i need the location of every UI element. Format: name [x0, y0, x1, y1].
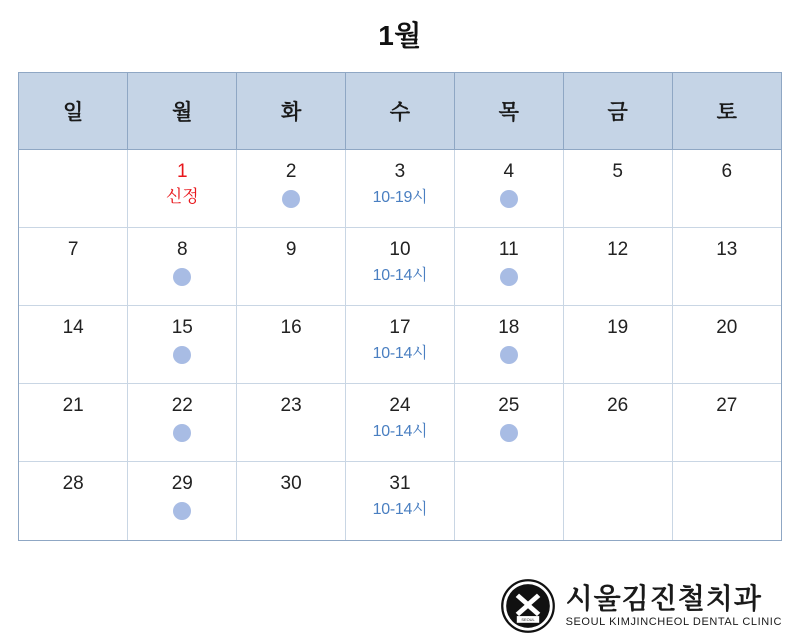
calendar-empty-cell — [672, 462, 781, 540]
day-number: 23 — [280, 395, 302, 416]
calendar-day-cell[interactable] — [563, 384, 672, 462]
day-number: 13 — [716, 239, 738, 260]
day-number: 27 — [716, 395, 738, 416]
calendar-day-cell[interactable] — [346, 228, 455, 306]
calendar-week-row — [19, 462, 781, 540]
calendar-day-cell[interactable] — [346, 150, 455, 228]
day-number: 3 — [394, 161, 406, 182]
day-number: 21 — [62, 395, 84, 416]
day-number: 20 — [716, 317, 738, 338]
calendar-week-row — [19, 228, 781, 306]
calendar-day-cell[interactable] — [563, 150, 672, 228]
day-number: 7 — [67, 239, 79, 260]
weekday-header-sat: 토 — [672, 73, 781, 150]
day-hours: 10-14시 — [372, 345, 428, 362]
calendar-day-cell[interactable] — [128, 306, 237, 384]
calendar-day-cell[interactable] — [672, 306, 781, 384]
calendar-day-cell[interactable] — [672, 228, 781, 306]
closed-dot-icon — [500, 424, 518, 442]
calendar-week-row — [19, 306, 781, 384]
day-number: 24 — [389, 395, 411, 416]
day-hours: 10-14시 — [372, 267, 428, 284]
day-hours: 10-19시 — [372, 189, 428, 206]
day-number: 8 — [176, 239, 188, 260]
calendar-empty-cell — [454, 462, 563, 540]
clinic-name-en: SEOUL KIMJINCHEOL DENTAL CLINIC — [565, 616, 782, 628]
calendar-day-cell[interactable] — [128, 150, 237, 228]
day-number: 5 — [612, 161, 623, 182]
day-number: 12 — [607, 239, 629, 260]
day-number: 25 — [498, 395, 520, 416]
closed-dot-icon — [282, 190, 300, 208]
day-number: 6 — [721, 161, 733, 182]
calendar-day-cell[interactable] — [346, 306, 455, 384]
calendar-day-cell[interactable] — [19, 228, 128, 306]
day-number: 10 — [389, 239, 411, 260]
weekday-header-mon: 월 — [128, 73, 237, 150]
clinic-logo — [500, 578, 782, 634]
calendar-header-row — [19, 73, 781, 150]
calendar-day-cell[interactable] — [563, 228, 672, 306]
day-number: 9 — [285, 239, 297, 260]
day-number: 19 — [607, 317, 629, 338]
page-title: 1월 — [378, 20, 422, 51]
closed-dot-icon — [500, 346, 518, 364]
closed-dot-icon — [173, 268, 191, 286]
closed-dot-icon — [173, 502, 191, 520]
closed-dot-icon — [500, 268, 518, 286]
calendar-day-cell[interactable] — [346, 384, 455, 462]
calendar-day-cell[interactable] — [454, 150, 563, 228]
day-number: 18 — [498, 317, 520, 338]
day-number: 28 — [62, 473, 84, 494]
calendar-day-cell[interactable] — [237, 462, 346, 540]
svg-text:SEOUL: SEOUL — [520, 617, 535, 623]
calendar-day-cell[interactable] — [237, 150, 346, 228]
weekday-header-sun: 일 — [19, 73, 128, 150]
day-number: 30 — [280, 473, 302, 494]
day-number: 11 — [498, 239, 519, 260]
calendar-day-cell[interactable] — [454, 306, 563, 384]
day-number: 29 — [171, 473, 193, 494]
calendar-day-cell[interactable] — [128, 384, 237, 462]
calendar-day-cell[interactable] — [672, 384, 781, 462]
day-number: 1 — [176, 161, 188, 182]
calendar-day-cell[interactable] — [237, 384, 346, 462]
clinic-name-ko: 시울김진철치과 — [565, 583, 762, 614]
calendar-day-cell[interactable] — [454, 228, 563, 306]
calendar-week-row — [19, 384, 781, 462]
calendar-day-cell[interactable] — [237, 306, 346, 384]
weekday-header-wed: 수 — [346, 73, 455, 150]
weekday-header-fri: 금 — [563, 73, 672, 150]
calendar-day-cell[interactable] — [672, 150, 781, 228]
calendar-day-cell[interactable] — [128, 228, 237, 306]
calendar-body — [19, 150, 781, 540]
weekday-header-thu: 목 — [454, 73, 563, 150]
closed-dot-icon — [173, 346, 191, 364]
day-number: 16 — [280, 317, 302, 338]
day-number: 31 — [389, 473, 411, 494]
day-number: 4 — [503, 161, 515, 182]
calendar-day-cell[interactable] — [237, 228, 346, 306]
calendar-day-cell[interactable] — [346, 462, 455, 540]
day-number: 2 — [285, 161, 297, 182]
clinic-logo-text — [566, 583, 782, 629]
weekday-header-tue: 화 — [237, 73, 346, 150]
day-number: 17 — [389, 317, 411, 338]
calendar-day-cell[interactable] — [19, 384, 128, 462]
calendar-day-cell[interactable] — [19, 462, 128, 540]
day-hours: 10-14시 — [372, 423, 428, 440]
calendar-day-cell[interactable] — [128, 462, 237, 540]
day-note: 신정 — [165, 187, 199, 206]
calendar-day-cell[interactable] — [454, 384, 563, 462]
day-number: 22 — [171, 395, 193, 416]
day-number: 15 — [171, 317, 193, 338]
closed-dot-icon — [500, 190, 518, 208]
calendar — [18, 72, 782, 541]
calendar-day-cell[interactable] — [19, 306, 128, 384]
clinic-emblem-icon — [500, 578, 556, 634]
closed-dot-icon — [173, 424, 191, 442]
calendar-week-row — [19, 150, 781, 228]
calendar-table — [19, 73, 781, 540]
day-number: 14 — [62, 317, 84, 338]
calendar-day-cell[interactable] — [563, 306, 672, 384]
calendar-empty-cell — [563, 462, 672, 540]
day-number: 26 — [607, 395, 629, 416]
day-hours: 10-14시 — [372, 501, 428, 518]
calendar-empty-cell — [19, 150, 128, 228]
